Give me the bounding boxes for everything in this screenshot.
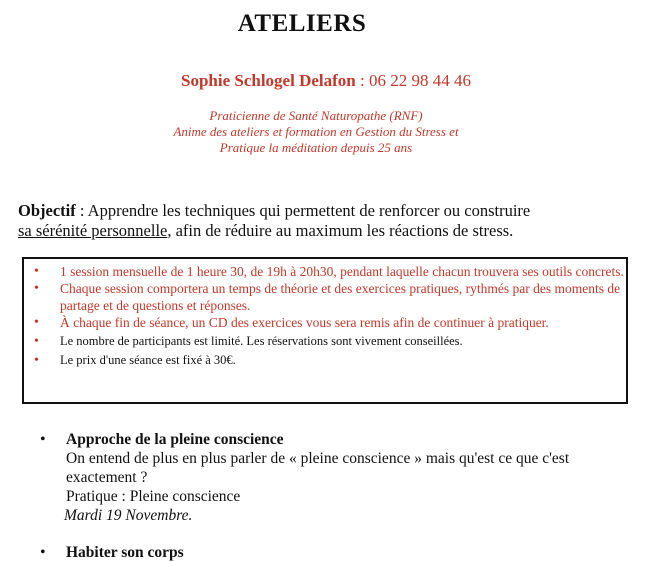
contact-separator: : xyxy=(355,71,369,90)
bullet-icon: • xyxy=(34,334,39,349)
bio-line: Anime des ateliers et formation en Gestion du Stress et xyxy=(173,124,459,139)
list-item xyxy=(32,352,624,369)
section-heading: Habiter son corps xyxy=(66,544,184,561)
info-box xyxy=(22,257,628,404)
bio-line: Praticienne de Santé Naturopathe (RNF) xyxy=(209,108,423,123)
objectif-text: , afin de réduire au maximum les réactions de stress. xyxy=(167,221,514,240)
list-item-text: Le prix d'une séance est fixé à 30€. xyxy=(60,353,236,367)
bullet-icon: • xyxy=(34,315,39,330)
bullet-icon: • xyxy=(34,264,39,279)
section-pleine-conscience xyxy=(40,430,600,525)
objectif-underlined: sa sérénité personnelle xyxy=(18,221,168,240)
list-item xyxy=(32,314,624,331)
section-habiter-son-corps xyxy=(40,543,184,562)
contact-phone: 06 22 98 44 46 xyxy=(368,71,471,90)
bullet-icon: • xyxy=(34,353,39,368)
bio-block xyxy=(0,108,632,156)
list-item-text: Chaque session comportera un temps de théorie et des exercices pratiques, rythmés par des moments de partage et de questions et réponses. xyxy=(60,281,621,313)
info-list xyxy=(32,263,624,369)
bullet-icon: • xyxy=(40,544,46,561)
section-text: On entend de plus en plus parler de « pleine conscience » mais qu'est ce que c'est exactement ? xyxy=(66,450,570,486)
section-date: Mardi 19 Novembre. xyxy=(64,507,193,524)
list-item xyxy=(32,263,624,280)
list-item-text: À chaque fin de séance, un CD des exercices vous sera remis afin de continuer à pratiquer. xyxy=(60,315,549,330)
bullet-icon: • xyxy=(34,281,39,296)
objectif-label: Objectif xyxy=(18,201,76,220)
objectif-text: : Apprendre les techniques qui permettent de renforcer ou construire xyxy=(75,201,531,220)
list-item-text: Le nombre de participants est limité. Les réservations sont vivement conseillées. xyxy=(60,334,463,348)
bio-line: Pratique la méditation depuis 25 ans xyxy=(219,140,413,155)
section-heading: Approche de la pleine conscience xyxy=(66,431,284,448)
section-text: Pratique : Pleine conscience xyxy=(66,488,241,505)
contact-name: Sophie Schlogel Delafon xyxy=(181,71,356,90)
contact-line xyxy=(0,71,649,91)
list-item xyxy=(32,333,624,350)
page-title: ATELIERS xyxy=(237,10,367,37)
objectif-paragraph xyxy=(18,201,618,241)
list-item xyxy=(32,280,624,314)
list-item-text: 1 session mensuelle de 1 heure 30, de 19h à 20h30, pendant laquelle chacun trouvera ses outils concrets. xyxy=(60,264,624,279)
bullet-icon: • xyxy=(40,431,46,448)
